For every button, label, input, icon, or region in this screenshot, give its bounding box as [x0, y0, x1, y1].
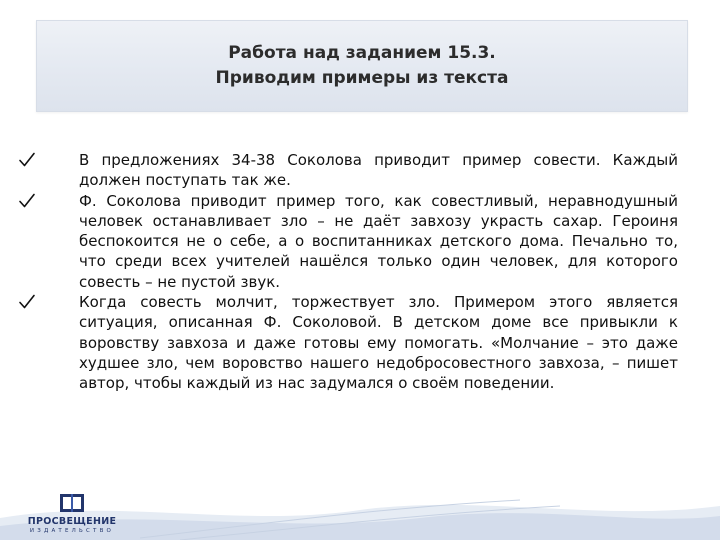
bullet-text: Ф. Соколова приводит пример того, как совестливый, неравнодушный человек останавливает зло – не даёт завхозу украсть сахар. Героиня беспокоится не о себе, а о воспитанниках детского дома. Печально то, что среди всех учителей нашёлся только один человек, для которого совесть – не пустой звук.: [79, 191, 678, 291]
bullet-text: Когда совесть молчит, торжествует зло. Примером этого является ситуация, описанная Ф. Соколовой. В детском доме все привыкли к воровству завхоза и даже готовы ему помогать. «Молчание – это даже худшее зло, чем воровство нашего недобросовестного завхоза, – пишет автор, чтобы каждый из нас задумался о своём поведении.: [79, 293, 678, 393]
bullet-list: [18, 150, 678, 394]
book-icon: [60, 492, 84, 514]
title-line-2: Приводим примеры из текста: [215, 68, 509, 88]
title-line-1: Работа над заданием 15.3.: [228, 43, 496, 63]
bullet-item: [18, 150, 678, 191]
title-panel: [36, 20, 688, 112]
logo-subtext: ИЗДАТЕЛЬСТВО: [29, 528, 115, 534]
publisher-logo: [12, 492, 132, 538]
bullet-item: [18, 191, 678, 292]
checkmark-icon: [18, 293, 36, 311]
logo-text: ПРОСВЕЩЕНИЕ: [27, 516, 117, 527]
slide-title: [37, 41, 687, 91]
bullet-item: [18, 292, 678, 393]
checkmark-icon: [18, 192, 36, 210]
checkmark-icon: [18, 151, 36, 169]
bullet-text: В предложениях 34-38 Соколова приводит пример совести. Каждый должен поступать так же.: [79, 151, 678, 190]
